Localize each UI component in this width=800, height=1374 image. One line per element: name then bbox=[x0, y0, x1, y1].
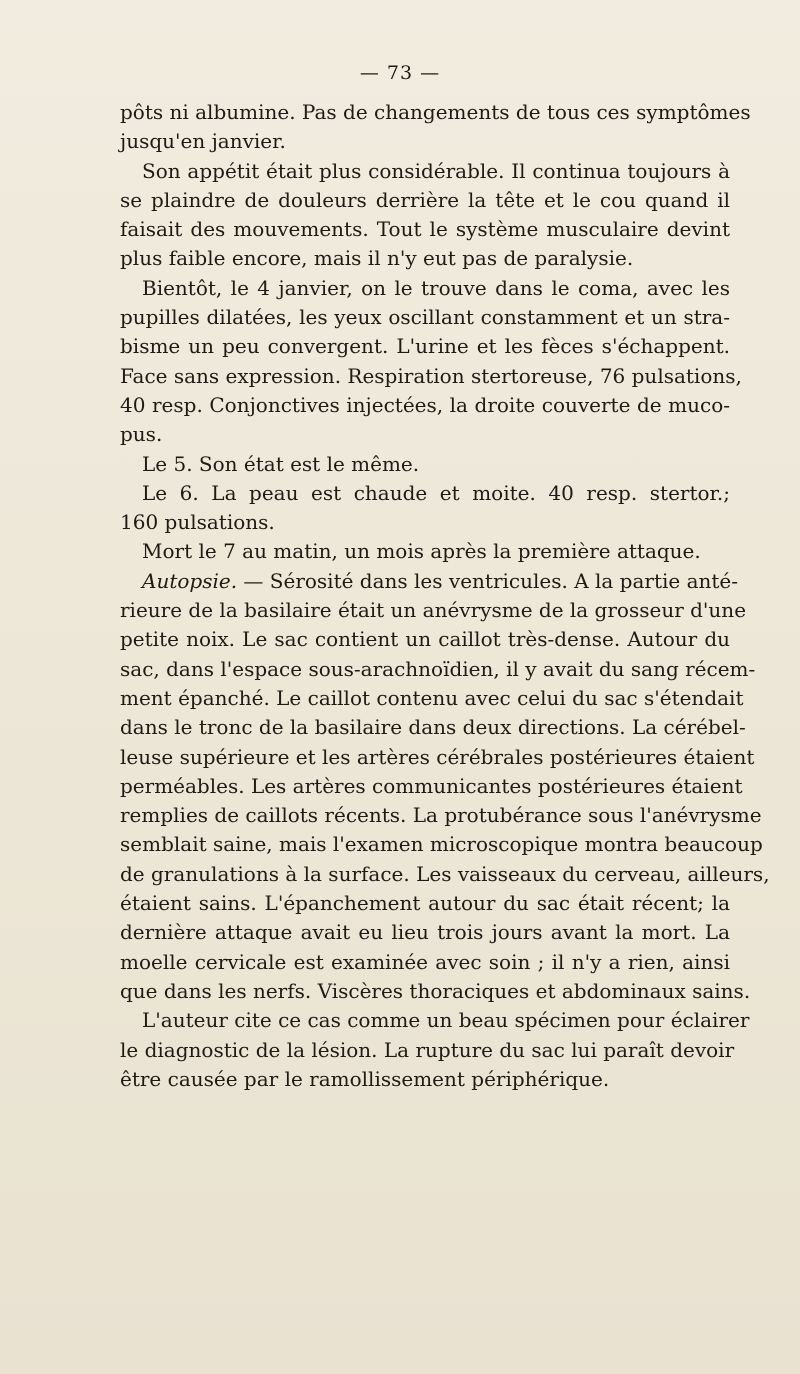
text-line bbox=[120, 332, 730, 361]
text-line bbox=[120, 127, 730, 156]
text-line bbox=[120, 537, 730, 566]
text-line bbox=[120, 860, 770, 889]
line-text: petite noix. Le sac contient un caillot très-dense. Autour du bbox=[120, 627, 730, 652]
text-line bbox=[120, 479, 730, 508]
line-text: L'auteur cite ce cas comme un beau spécimen pour éclairer bbox=[142, 1008, 750, 1033]
line-text: étaient sains. L'épanchement autour du sac était récent; la bbox=[120, 891, 730, 916]
text-line bbox=[120, 596, 747, 625]
line-text: sac, dans l'espace sous-arachnoïdien, il y avait du sang récem- bbox=[120, 656, 756, 681]
text-line bbox=[120, 244, 730, 273]
line-text: se plaindre de douleurs derrière la tête et le cou quand il bbox=[120, 187, 730, 212]
line-text: leuse supérieure et les artères cérébrales postérieures étaient bbox=[120, 744, 755, 769]
text-line bbox=[120, 157, 730, 186]
line-text: 40 resp. Conjonctives injectées, la droite couverte de muco- bbox=[120, 392, 730, 417]
text-line bbox=[120, 625, 730, 654]
text-line bbox=[120, 391, 730, 420]
line-text: perméables. Les artères communicantes postérieures étaient bbox=[120, 773, 743, 798]
page-number: — 73 — bbox=[359, 62, 441, 84]
text-line bbox=[120, 1006, 750, 1035]
text-line bbox=[120, 567, 739, 596]
text-line bbox=[120, 713, 746, 742]
line-text: être causée par le ramollissement périphérique. bbox=[120, 1066, 610, 1091]
text-line bbox=[120, 743, 755, 772]
text-line bbox=[120, 977, 751, 1006]
line-text: faisait des mouvements. Tout le système musculaire devint bbox=[120, 217, 730, 242]
text-line bbox=[120, 830, 763, 859]
text-line bbox=[120, 772, 743, 801]
line-text: semblait saine, mais l'examen microscopique montra beaucoup bbox=[120, 832, 763, 857]
line-text: Mort le 7 au matin, un mois après la première attaque. bbox=[142, 539, 701, 564]
text-line bbox=[120, 186, 730, 215]
text-line bbox=[120, 362, 742, 391]
line-text: pôts ni albumine. Pas de changements de tous ces symptômes bbox=[120, 100, 751, 124]
text-line bbox=[120, 98, 751, 127]
text-line bbox=[120, 655, 756, 684]
line-text: de granulations à la surface. Les vaisseaux du cerveau, ailleurs, bbox=[120, 861, 770, 886]
line-text: plus faible encore, mais il n'y eut pas de paralysie. bbox=[120, 246, 634, 271]
line-text: rieure de la basilaire était un anévrysme de la grosseur d'une bbox=[120, 598, 747, 623]
line-text: — Sérosité dans les ventricules. A la partie anté- bbox=[237, 568, 739, 593]
line-text: le diagnostic de la lésion. La rupture du sac lui paraît devoir bbox=[120, 1037, 735, 1062]
text-line bbox=[120, 274, 730, 303]
text-line bbox=[120, 948, 730, 977]
line-text: pus. bbox=[120, 422, 163, 447]
line-text: Son appétit était plus considérable. Il continua toujours à bbox=[142, 158, 730, 183]
text-line bbox=[120, 508, 730, 537]
line-text: dans le tronc de la basilaire dans deux directions. La cérébel- bbox=[120, 715, 746, 740]
line-text: que dans les nerfs. Viscères thoraciques et abdominaux sains. bbox=[120, 978, 751, 1003]
line-text: Le 6. La peau est chaude et moite. 40 resp. stertor.; bbox=[142, 480, 730, 505]
section-heading: Autopsie. bbox=[142, 568, 238, 593]
text-line bbox=[120, 1065, 730, 1094]
line-text: bisme un peu convergent. L'urine et les fèces s'échappent. bbox=[120, 334, 730, 359]
line-text: moelle cervicale est examinée avec soin ; il n'y a rien, ainsi bbox=[120, 949, 730, 974]
text-line bbox=[120, 918, 730, 947]
text-line bbox=[120, 303, 730, 332]
line-text: jusqu'en janvier. bbox=[120, 129, 286, 154]
line-text: Bientôt, le 4 janvier, on le trouve dans le coma, avec les bbox=[142, 275, 730, 300]
body-text bbox=[120, 98, 770, 1094]
line-text: ment épanché. Le caillot contenu avec celui du sac s'étendait bbox=[120, 685, 744, 710]
line-text: 160 pulsations. bbox=[120, 510, 275, 535]
text-line bbox=[120, 684, 744, 713]
text-line bbox=[120, 450, 730, 479]
text-line bbox=[120, 215, 730, 244]
line-text: dernière attaque avait eu lieu trois jours avant la mort. La bbox=[120, 920, 730, 945]
line-text: Le 5. Son état est le même. bbox=[142, 451, 420, 476]
text-line bbox=[120, 889, 730, 918]
line-text: pupilles dilatées, les yeux oscillant constamment et un stra- bbox=[120, 305, 730, 330]
line-text: Face sans expression. Respiration stertoreuse, 76 pulsations, bbox=[120, 363, 742, 388]
text-line bbox=[120, 420, 730, 449]
text-line bbox=[120, 1036, 735, 1065]
line-text: remplies de caillots récents. La protubérance sous l'anévrysme bbox=[120, 803, 762, 828]
text-line bbox=[120, 801, 762, 830]
